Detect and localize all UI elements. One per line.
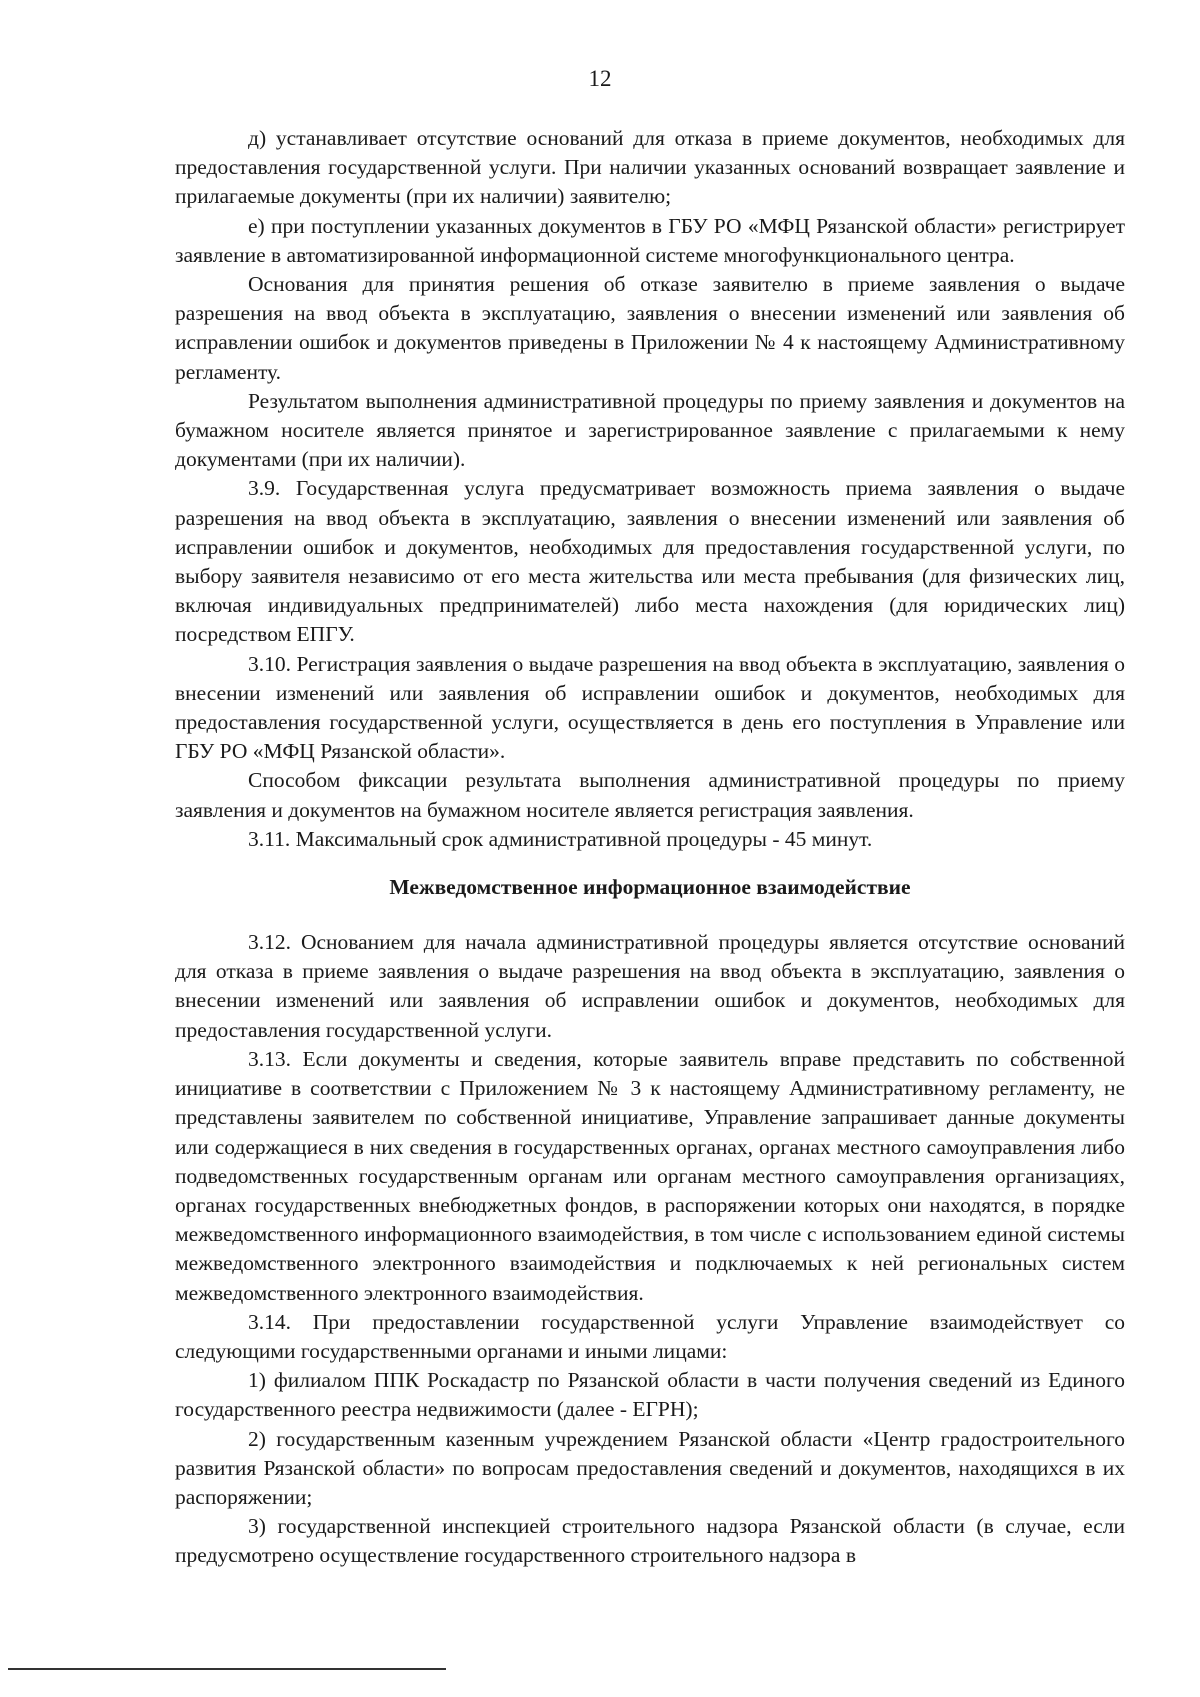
paragraph-e: е) при поступлении указанных документов в ГБУ РО «МФЦ Рязанской области» регистрирует заявление в автоматизированной информационной системе многофункционального центра. [175, 213, 1125, 267]
list-item-1: 1) филиалом ППК Роскадастр по Рязанской области в части получения сведений из Единого государственного реестра недвижимости (далее - ЕГРН); [175, 1368, 1125, 1422]
list-item-3: 3) государственной инспекцией строительного надзора Рязанской области (в случае, если предусмотрено осуществление государственного строительного надзора в [175, 1514, 1125, 1568]
paragraph-3-11: 3.11. Максимальный срок административной процедуры - 45 минут. [248, 826, 873, 851]
footnote-divider [8, 1668, 446, 1670]
paragraph-3-12: 3.12. Основанием для начала административной процедуры является отсутствие оснований для отказа в приеме заявления о выдаче разрешения на ввод объекта в эксплуатацию, заявления о внесении изменений или заявления об исправлении ошибок и документов, необходимых для предоставления государственной услуги. [175, 930, 1125, 1042]
list-item-2: 2) государственным казенным учреждением Рязанской области «Центр градостроительного развития Рязанской области» по вопросам предоставления сведений и документов, находящихся в их распоряжении; [175, 1426, 1125, 1509]
page-number: 12 [588, 66, 612, 91]
paragraph-3-9: 3.9. Государственная услуга предусматривает возможность приема заявления о выдаче разрешения на ввод объекта в эксплуатацию, заявления о внесении изменений или заявления об исправлении ошибок и документов, необходимых для предоставления государственной услуги, по выбору заявителя независимо от его места жительства или места пребывания (для физических лиц, включая индивидуальных предпринимателей) либо места нахождения (для юридических лиц) посредством ЕПГУ. [175, 476, 1125, 647]
document-body [175, 124, 1125, 1571]
paragraph-result: Результатом выполнения административной процедуры по приему заявления и документов на бумажном носителе является принятое и зарегистрированное заявление с прилагаемыми к нему документами (при их наличии). [175, 388, 1125, 472]
paragraph-3-14: 3.14. При предоставлении государственной услуги Управление взаимодействует со следующими государственными органами и иными лицами: [175, 1309, 1125, 1363]
paragraph-3-13: 3.13. Если документы и сведения, которые заявитель вправе представить по собственной инициативе в соответствии с Приложением № 3 к настоящему Административному регламенту, не представлены заявителем по собственной инициативе, Управление запрашивает данные документы или содержащиеся в них сведения в государственных органах, органах местного самоуправления либо подведомственных государственным органам или органам местного самоуправления организациях, органах государственных внебюджетных фондов, в распоряжении которых они находятся, в порядке межведомственного информационного взаимодействия, в том числе с использованием единой системы межведомственного электронного взаимодействия и подключаемых к ней региональных систем межведомственного электронного взаимодействия. [175, 1046, 1125, 1305]
paragraph-fixation: Способом фиксации результата выполнения административной процедуры по приему заявления и документов на бумажном носителе является регистрация заявления. [175, 768, 1125, 822]
paragraph-3-10: 3.10. Регистрация заявления о выдаче разрешения на ввод объекта в эксплуатацию, заявления о внесении изменений или заявления об исправлении ошибок и документов, необходимых для предоставления государственной услуги, осуществляется в день его поступления в Управление или ГБУ РО «МФЦ Рязанской области». [175, 651, 1125, 764]
section-heading: Межведомственное информационное взаимодействие [389, 875, 911, 900]
paragraph-refusal-grounds: Основания для принятия решения об отказе заявителю в приеме заявления о выдаче разрешения на ввод объекта в эксплуатацию, заявления о внесении изменений или заявления об исправлении ошибок и документов приведены в Приложении № 4 к настоящему Административному регламенту. [175, 272, 1125, 384]
paragraph-d: д) устанавливает отсутствие оснований для отказа в приеме документов, необходимых для предоставления государственной услуги. При наличии указанных оснований возвращает заявление и прилагаемые документы (при их наличии) заявителю; [175, 126, 1125, 209]
